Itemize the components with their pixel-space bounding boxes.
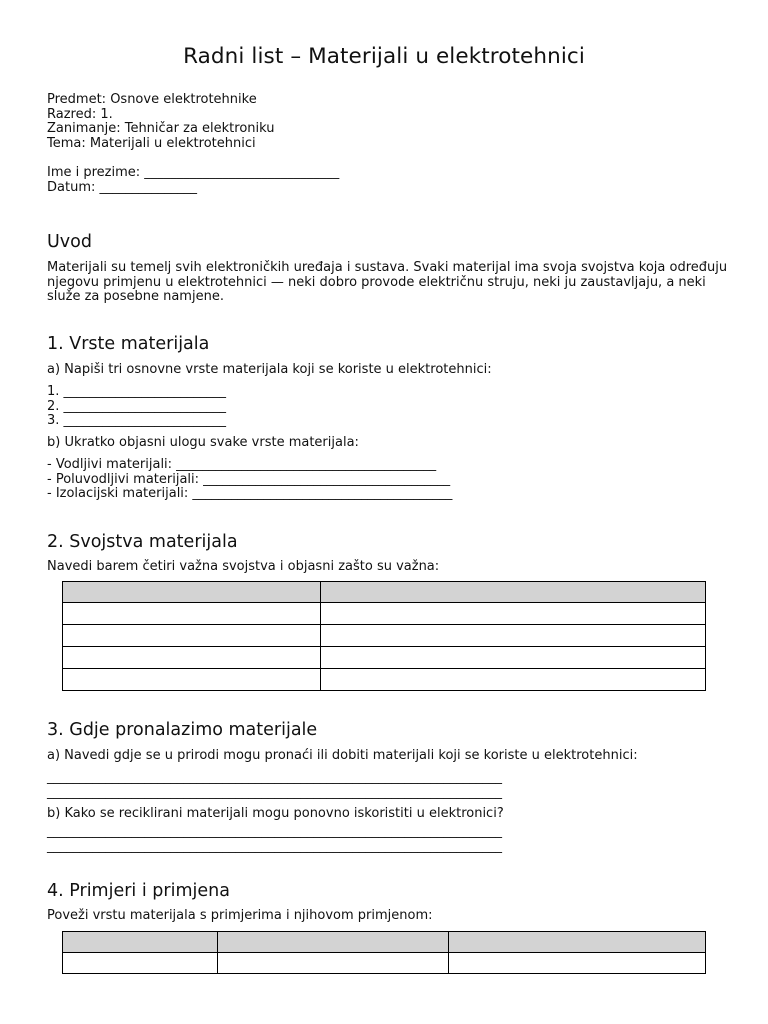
table-row (63, 625, 706, 647)
table-header-cell (321, 582, 706, 603)
table-cell (321, 603, 706, 625)
table-header-cell (218, 932, 449, 953)
subject-line: Predmet: Osnove elektrotehnike (47, 92, 257, 107)
table-cell (63, 953, 218, 974)
table-row (63, 953, 706, 974)
table-cell (321, 669, 706, 691)
table-header-row (63, 582, 706, 603)
section-1-heading: 1. Vrste materijala (47, 334, 210, 354)
answer-line: ______________________________________________________________________ (47, 838, 502, 854)
table-cell (63, 625, 321, 647)
section-2-instruction: Navedi barem četiri važna svojstva i objasni zašto su važna: (47, 559, 440, 574)
answer-line: ______________________________________________________________________ (47, 784, 502, 800)
table-header-row (63, 932, 706, 953)
section-4-heading: 4. Primjeri i primjena (47, 881, 230, 901)
table-cell (449, 953, 706, 974)
table-row (63, 603, 706, 625)
role-semiconductors: - Poluvodljivi materijali: ______________________________________ (47, 471, 451, 487)
section-2-heading: 2. Svojstva materijala (47, 532, 238, 552)
answer-line: ______________________________________________________________________ (47, 770, 502, 785)
role-insulators: - Izolacijski materijali: ________________________________________ (47, 486, 453, 501)
answer-line: ______________________________________________________________________ (47, 824, 502, 839)
section-3-question-b: b) Kako se reciklirani materijali mogu ponovno iskoristiti u elektronici? (47, 806, 504, 821)
topic-line: Tema: Materijali u elektrotehnici (47, 135, 256, 151)
properties-table (62, 581, 706, 691)
answer-line: 3. _________________________ (47, 413, 227, 428)
table-header-cell (449, 932, 706, 953)
examples-table (62, 931, 706, 974)
section-3-heading: 3. Gdje pronalazimo materijale (47, 720, 318, 740)
table-header-cell (63, 932, 218, 953)
section-4-instruction: Poveži vrstu materijala s primjerima i njihovom primjenom: (47, 908, 433, 923)
intro-line-3: služe za posebne namjene. (47, 289, 224, 304)
section-3-question-a: a) Navedi gdje se u prirodi mogu pronaći ili dobiti materijali koji se koriste u elektrotehnici: (47, 748, 638, 763)
intro-line-1: Materijali su temelj svih elektroničkih uređaja i sustava. Svaki materijal ima svoja svojstva koja određuju (47, 260, 728, 275)
table-cell (321, 625, 706, 647)
table-cell (218, 953, 449, 974)
table-row (63, 669, 706, 691)
table-header-cell (63, 582, 321, 603)
table-cell (63, 669, 321, 691)
page-title: Radni list – Materijali u elektrotehnici (183, 44, 585, 69)
grade-line: Razred: 1. (47, 106, 113, 122)
table-row (63, 647, 706, 669)
table-cell (321, 647, 706, 669)
intro-heading: Uvod (47, 232, 92, 252)
role-conductors: - Vodljivi materijali: ________________________________________ (47, 457, 437, 472)
table-cell (63, 647, 321, 669)
occupation-line: Zanimanje: Tehničar za elektroniku (47, 121, 275, 136)
section-1-question-b: b) Ukratko objasni ulogu svake vrste materijala: (47, 435, 359, 450)
intro-line-2: njegovu primjenu u elektrotehnici — neki dobro provode električnu struju, neki ju zaustavljaju, a neki (47, 274, 706, 290)
answer-line: 2. _________________________ (47, 398, 227, 414)
name-field: Ime i prezime: ______________________________ (47, 165, 340, 180)
answer-line: 1. _________________________ (47, 384, 227, 399)
section-1-question-a: a) Napiši tri osnovne vrste materijala koji se koriste u elektrotehnici: (47, 362, 492, 377)
date-field: Datum: _______________ (47, 179, 197, 195)
table-cell (63, 603, 321, 625)
